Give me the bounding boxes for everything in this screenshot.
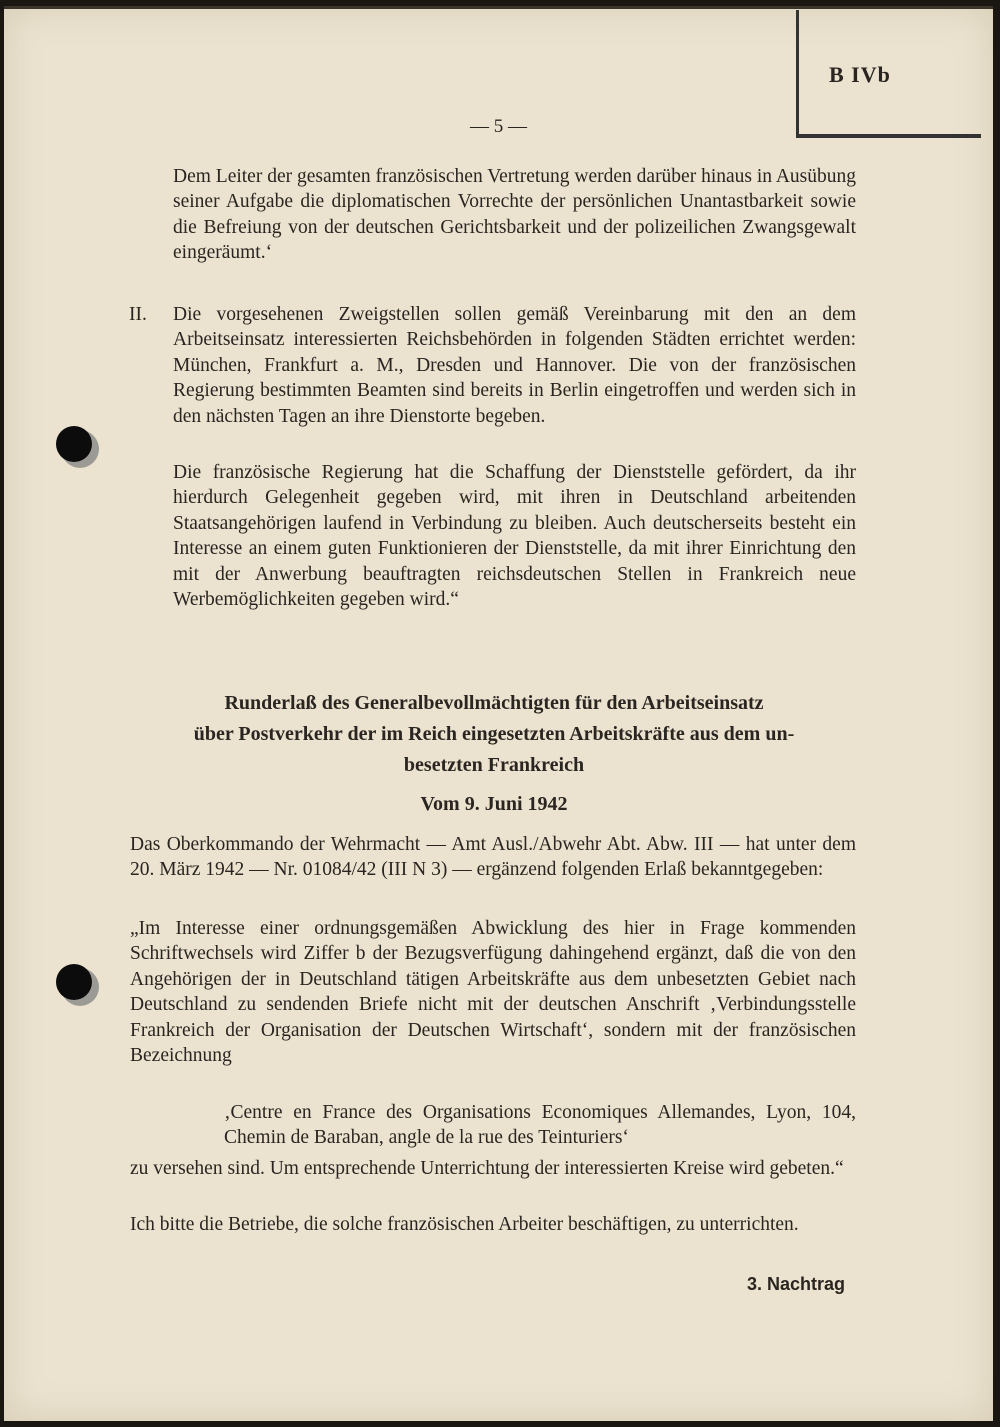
supplement-label: 3. Nachtrag <box>747 1274 846 1294</box>
paragraph-intro: Dem Leiter der gesamten französischen Vertretung werden darüber hinaus in Ausübung seiner Aufgabe die diplomatischen Vorrechte der persönlichen Unantastbarkeit sowie die Befreiung von der deutschen Gerichtsbarkeit und der polizeilichen Zwangsgewalt eingeräumt.‘ <box>173 166 857 264</box>
item-ii-text: Die vorgesehenen Zweigstellen sollen gemäß Vereinbarung mit den an dem Arbeitseinsatz interessierten Reichsbehörden in folgenden Städten errichtet werden: München, Frankfurt a. M., Dresden und Hannover. Die von der französischen Regierung bestimmten Beamten sind bereits in Berlin eingetroffen und werden sich in den nächsten Tagen an ihre Dienstorte begeben. <box>173 304 856 427</box>
punch-hole-upper <box>56 426 92 462</box>
body-paragraph-2: „Im Interesse einer ordnungsgemäßen Abwicklung des hier in Frage kommenden Schriftwechsels wird Ziffer b der Bezugsverfügung dahingehend ergänzt, daß die von den Angehörigen der in Deutschland tätigen Arbeitskräfte aus dem unbesetzten Gebiet nach Deutschland zu sendenden Briefe nicht mit der deutschen Anschrift ‚Verbindungsstelle Frankreich der Organisation der Deutschen Wirtschaft‘, sondern mit der französischen Bezeichnung <box>130 918 856 1067</box>
punch-hole-lower <box>56 964 92 1000</box>
body-paragraph-3: zu versehen sind. Um entsprechende Unterrichtung der interessierten Kreise wird gebeten.“ <box>130 1158 844 1179</box>
page-number: — 5 — <box>470 116 527 137</box>
address-quote: ‚Centre en France des Organisations Economiques Allemandes, Lyon, 104, Chemin de Baraban, angle de la rue des Teinturiers‘ <box>224 1102 856 1149</box>
heading-line-3: besetzten Frankreich <box>403 754 585 776</box>
document-page <box>4 6 993 1421</box>
heading-line-2: über Postverkehr der im Reich eingesetzten Arbeitskräfte aus dem un- <box>193 723 795 745</box>
stamp-code: B IVb <box>829 62 891 87</box>
heading-line-1: Runderlaß des Generalbevollmächtigten für den Arbeitseinsatz <box>224 692 764 714</box>
decree-date: Vom 9. Juni 1942 <box>420 793 568 815</box>
page-top-edge <box>4 6 993 9</box>
item-label-ii: II. <box>129 304 147 325</box>
body-paragraph-1: Das Oberkommando der Wehrmacht — Amt Ausl./Abwehr Abt. Abw. III — hat unter dem 20. März 1942 — Nr. 01084/42 (III N 3) — ergänzend folgenden Erlaß bekanntgegeben: <box>130 834 856 881</box>
body-paragraph-4: Ich bitte die Betriebe, die solche französischen Arbeiter beschäftigen, zu unterrichten. <box>130 1214 799 1235</box>
item-ii-text-continued: Die französische Regierung hat die Schaffung der Dienststelle gefördert, da ihr hierdurch Gelegenheit gegeben wird, mit ihren in Deutschland arbeitenden Staatsangehörigen laufend in Verbindung zu bleiben. Auch deutscherseits besteht ein Interesse an einem guten Funktionieren der Dienststelle, da mit ihrer Einrichtung den mit der Anwerbung beauftragten reichsdeutschen Stellen in Frankreich neue Werbemöglichkeiten gegeben wird.“ <box>173 462 856 611</box>
